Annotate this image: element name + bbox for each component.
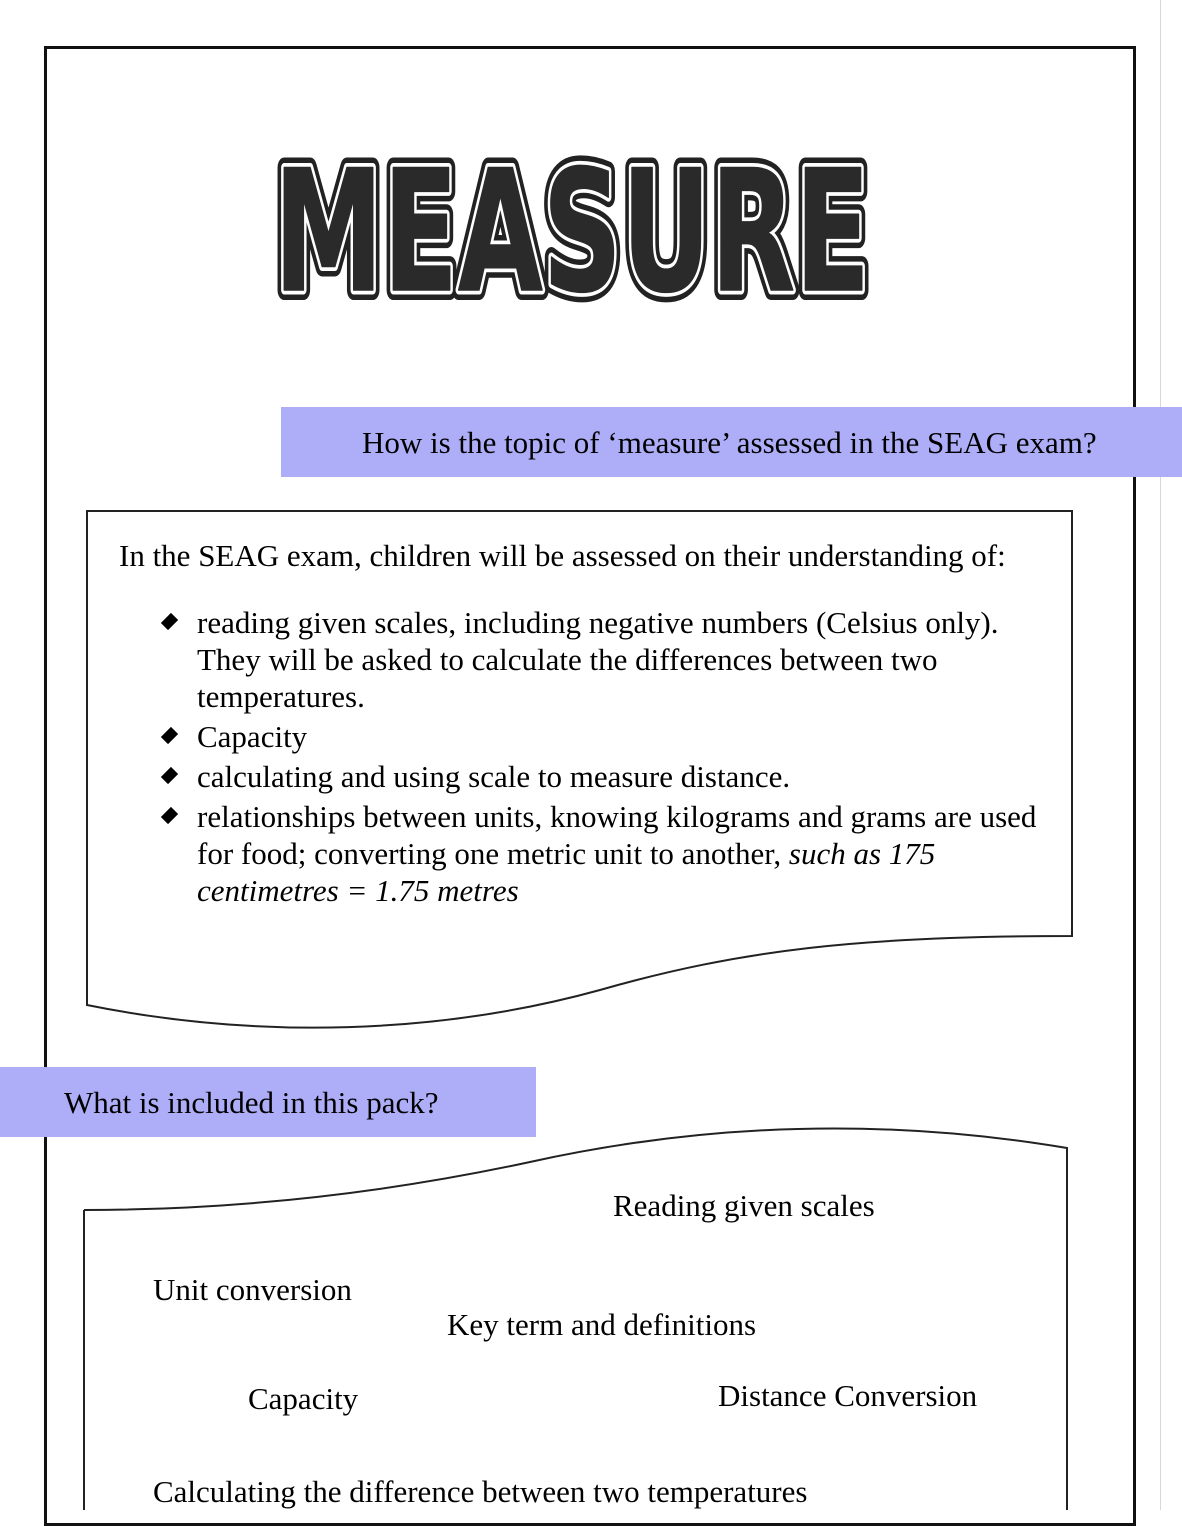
assessment-intro: In the SEAG exam, children will be assessed on their understanding of: xyxy=(119,538,1006,573)
list-item xyxy=(160,798,1040,909)
page-edge-shadow xyxy=(1160,0,1161,1510)
svg-text:MEASURE: MEASURE xyxy=(274,140,870,310)
diamond-bullet-icon xyxy=(161,613,178,630)
pack-item-reading-scales: Reading given scales xyxy=(613,1188,875,1223)
list-item xyxy=(160,604,1040,715)
diamond-bullet-icon xyxy=(161,727,178,744)
section-heading-text: What is included in this pack? xyxy=(64,1084,439,1120)
section-heading-text: How is the topic of ‘measure’ assessed in the SEAG exam? xyxy=(362,424,1097,460)
diamond-bullet-icon xyxy=(161,807,178,824)
pack-item-temperature-difference: Calculating the difference between two temperatures xyxy=(153,1474,808,1509)
list-item-text: relationships between units, knowing kilograms and grams are used for food; converting one metric unit to another, xyxy=(197,799,1037,871)
svg-text:MEASURE: MEASURE xyxy=(274,140,870,310)
list-item-text: calculating and using scale to measure distance. xyxy=(197,759,791,794)
page-title xyxy=(270,140,890,310)
assessment-list xyxy=(160,604,1040,912)
diamond-bullet-icon xyxy=(161,767,178,784)
list-item xyxy=(160,758,1040,795)
list-item-text: Capacity xyxy=(197,719,308,754)
list-item-example: such as 175 centimetres = 1.75 metres xyxy=(197,836,936,908)
section-heading-pack xyxy=(0,1067,536,1137)
pack-item-key-terms: Key term and definitions xyxy=(447,1307,757,1342)
pack-item-unit-conversion: Unit conversion xyxy=(153,1272,352,1307)
pack-item-distance-conversion: Distance Conversion xyxy=(718,1378,978,1413)
list-item-text: reading given scales, including negative numbers (Celsius only). They will be asked to calculate the differences between two temperatures. xyxy=(197,605,999,714)
list-item xyxy=(160,718,1040,755)
pack-item-capacity: Capacity xyxy=(248,1381,359,1416)
svg-text:MEASURE: MEASURE xyxy=(274,140,870,310)
section-heading-assessment xyxy=(281,407,1182,477)
